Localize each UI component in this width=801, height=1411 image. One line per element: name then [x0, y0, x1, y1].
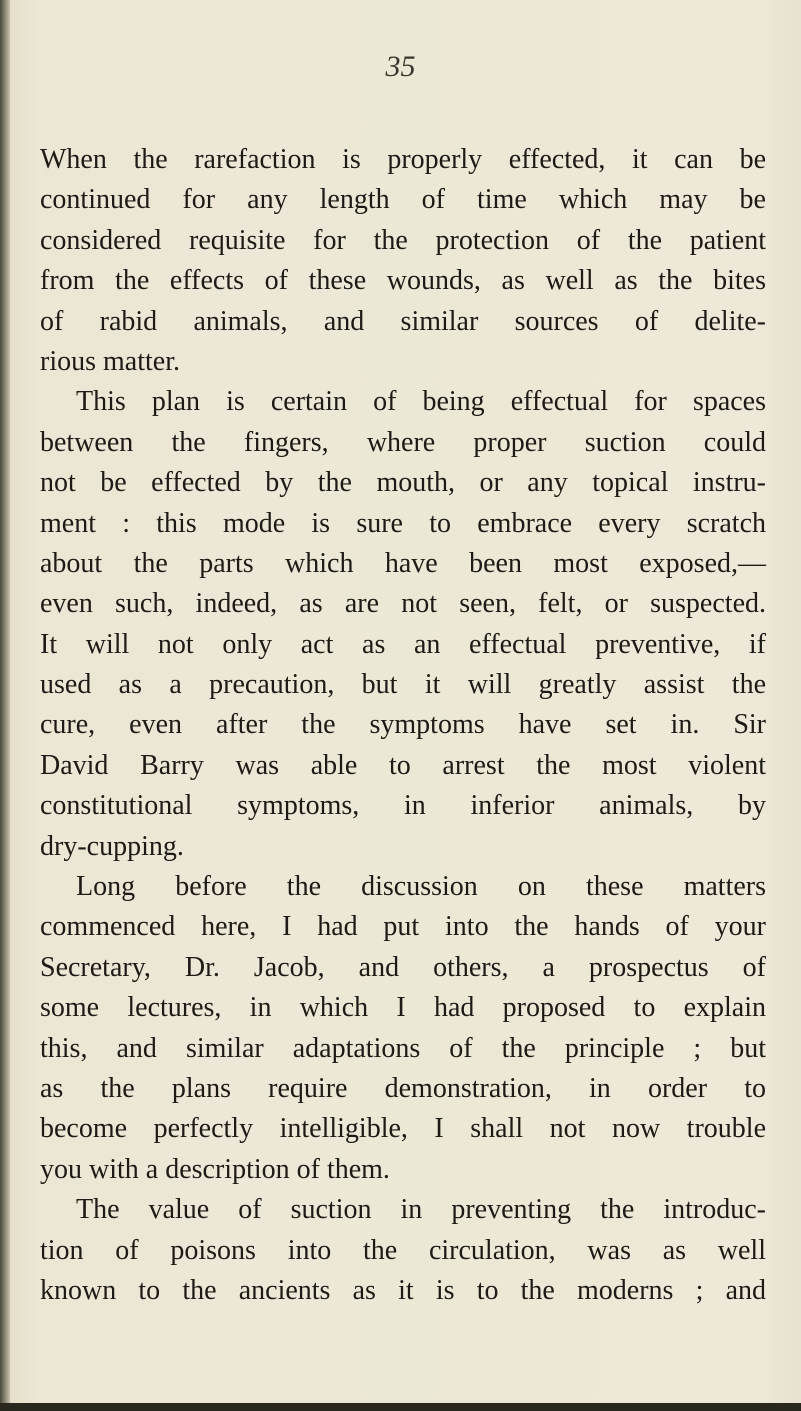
text-line: dry-cupping. [40, 830, 184, 862]
text-line: This plan is certain of being effectual for spaces [76, 386, 766, 418]
text-line: become perfectly intelligible, I shall not now trouble [40, 1113, 766, 1145]
text-line: ment : this mode is sure to embrace every scratch [40, 507, 766, 539]
text-line: commenced here, I had put into the hands of your [40, 911, 766, 943]
text-line: not be effected by the mouth, or any topical instru- [40, 467, 766, 499]
text-line: you with a description of them. [40, 1153, 390, 1185]
text-line: rious matter. [40, 345, 180, 377]
text-line: It will not only act as an effectual preventive, if [40, 628, 766, 660]
text-line: known to the ancients as it is to the moderns ; and [40, 1274, 766, 1306]
text-line: used as a precaution, but it will greatly assist the [40, 669, 766, 701]
text-line: from the effects of these wounds, as well as the bites [40, 265, 766, 297]
text-line: about the parts which have been most exposed,— [40, 547, 766, 579]
page-binding-edge [0, 0, 10, 1411]
text-line: continued for any length of time which may be [40, 184, 766, 216]
text-line: tion of poisons into the circulation, was as well [40, 1234, 766, 1266]
body-text [40, 140, 766, 1311]
text-line: When the rarefaction is properly effected, it can be [40, 144, 766, 175]
page-number: 35 [385, 50, 416, 83]
text-line: cure, even after the symptoms have set in. Sir [40, 709, 766, 741]
text-line: David Barry was able to arrest the most violent [40, 749, 766, 781]
text-line: Long before the discussion on these matters [76, 871, 766, 903]
text-line: this, and similar adaptations of the principle ; but [40, 1032, 766, 1064]
text-line: The value of suction in preventing the introduc- [76, 1194, 766, 1226]
text-line: some lectures, in which I had proposed to explain [40, 992, 766, 1024]
text-line: constitutional symptoms, in inferior animals, by [40, 790, 766, 822]
text-line: of rabid animals, and similar sources of delite- [40, 305, 766, 337]
text-line: considered requisite for the protection of the patient [40, 224, 766, 256]
text-line: between the fingers, where proper suction could [40, 426, 766, 458]
text-line: even such, indeed, as are not seen, felt, or suspected. [40, 588, 766, 620]
page-bottom-edge [0, 1403, 801, 1411]
text-line: Secretary, Dr. Jacob, and others, a prospectus of [40, 951, 766, 983]
text-line: as the plans require demonstration, in order to [40, 1072, 766, 1104]
